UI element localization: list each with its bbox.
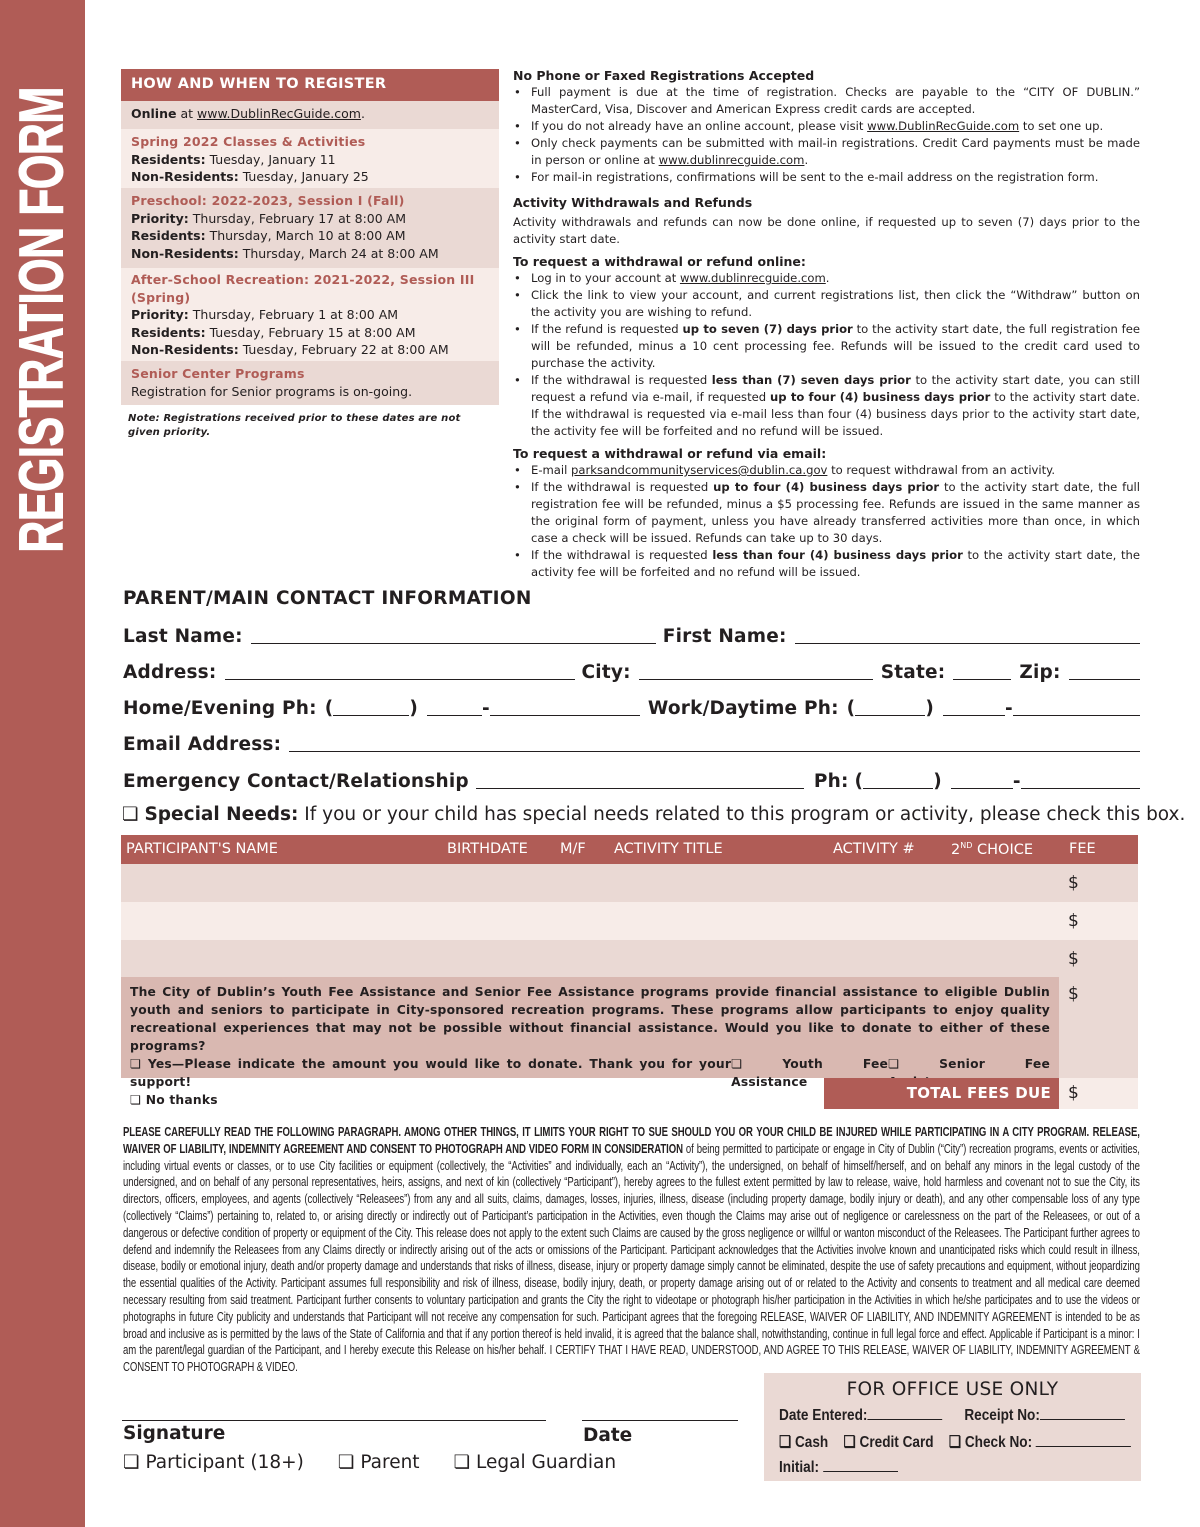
last-name-label: Last Name: <box>123 626 243 647</box>
col-activity-num: ACTIVITY # <box>833 841 915 857</box>
payment-info <box>513 67 1140 581</box>
signature-label: Signature <box>123 1423 226 1444</box>
participant-table <box>121 835 1138 1107</box>
signer-type-options <box>123 1452 616 1473</box>
donation-text: The City of Dublin’s Youth Fee Assistance and Senior Fee Assistance programs provide financial assistance to eligible Dublin youth and seniors to participate in City-sponsored recreation programs. These programs allow participants to enjoy quality recreational experiences that may not be possible without financial assistance. Would you like to donate to either of these programs? <box>130 985 1050 1053</box>
emergency-phone-label: Ph: <box>813 771 849 792</box>
total-fees-label: TOTAL FEES DUE <box>824 1078 1059 1109</box>
home-phone-line-field[interactable] <box>490 696 640 716</box>
first-name-label: First Name: <box>662 626 787 647</box>
email-refund-bullet: • E-mail parksandcommunityservices@dublin.ca.gov to request withdrawal from an activity. <box>531 462 1140 479</box>
account-link[interactable]: www.DublinRecGuide.com <box>867 119 1020 133</box>
office-title: FOR OFFICE USE ONLY <box>846 1379 1059 1400</box>
online-refund-bullet: • Log in to your account at www.dublinrecguide.com. <box>531 270 1140 287</box>
email-refund-heading: To request a withdrawal or refund via email: <box>513 446 827 461</box>
work-phone-area-field[interactable] <box>855 696 925 716</box>
office-row-1 <box>779 1406 1186 1425</box>
online-refund-bullet: • If the refund is requested up to seven (7) days prior to the activity start date, the full registration fee will be refunded, minus a 10 cent processing fee. Refunds will be issued to the credit card used to purchase the activity. <box>531 321 1140 372</box>
city-label: City: <box>581 662 631 683</box>
first-name-field[interactable] <box>795 624 1140 644</box>
date-label: Date <box>583 1425 633 1446</box>
schedule-note: Note: Registrations received prior to these dates are not given priority. <box>128 413 461 438</box>
home-phone-area-field[interactable] <box>333 696 409 716</box>
payment-link[interactable]: www.dublinrecguide.com <box>658 153 805 167</box>
emergency-phone-area-field[interactable] <box>863 769 933 789</box>
total-fees-cell[interactable] <box>1059 1078 1138 1109</box>
emergency-field[interactable] <box>476 769 804 789</box>
no-thanks-option[interactable]: ❏ No thanks <box>130 1093 218 1107</box>
emergency-phone-line-field[interactable] <box>1021 769 1140 789</box>
zip-field[interactable] <box>1069 660 1140 680</box>
col-activity-title: ACTIVITY TITLE <box>614 841 723 857</box>
address-row <box>123 656 1140 686</box>
col-mf: M/F <box>560 841 586 857</box>
liability-waiver: PLEASE CAREFULLY READ THE FOLLOWING PARAGRAPH. AMONG OTHER THINGS, IT LIMITS YOUR RIGHT TO SUE SHOULD YOU OR YOUR CHILD BE INJURED WHILE PARTICIPATING IN A CITY PROGRAM. RELEASE, WAIVER OF LIABILITY, INDEMNITY AGREEMENT AND CONSENT TO PHOTOGRAPH AND VIDEO FORM IN CONSIDERATION of being permitted to participate or engage in City of Dublin (“City”) recreation programs, events or activities, including virtual events or classes, or to use City facilities or equipment (collectively, the “Activities” and individually, each an “Activity”), the undersigned, on behalf of himself/herself, and on behalf any minors in the legal custody of the undersigned, and on behalf of any personal representatives, heirs, assigns, and next of kin (collectively “Participant”), hereby agrees to the fullest extent permitted by law to release, waive, hold harmless and covenant not to sue the City, its directors, officers, employees, and agents (collectively “Releasees”) from any and all suits, claims, damages, losses, injuries, illness, disease (including property damage, bodily injury or death), and any other compensable loss of any type (collectively “Claims”) pertaining to, related to, or arising directly or indirectly out of Participant’s participation in the Activities, even though the Claims may arise out of negligence or carelessness on the part of the Releasees, or out of a dangerous or defective condition of property or equipment of the City. This release does not apply to the extent such Claims are caused by the gross negligence or willful or wanton misconduct of the Releasees. The Participant further agrees to defend and indemnify the Releasees from any Claims directly or indirectly arising out of the acts or omissions of the Participant. Participant acknowledges that the Activities involve known and unanticipated risks which could result in illness, disease, bodily or emotional injury, death and/or property damage and understands that risks of illness, disease, injury or property damage simply cannot be eliminated, despite the use of safety precautions and equipment, without jeopardizing the essential qualities of the Activity. Participant assumes full responsibility and risk of illness, disease, bodily injury, death, or property damage arising out of or related to the Activity and consents to treatment and all medical care deemed necessary resulting from said treatment. Participant further consents to voluntary participation and grants the City the right to videotape or photograph his/her participation in the Activities in which he/she participates and to use the videos or photographs in future City publicity and understands that Participant will not receive any compensation for such. Participant agrees that the foregoing RELEASE, WAIVER OF LIABILITY, AND INDEMNITY AGREEMENT is intended to be as broad and inclusive as is permitted by the laws of the State of California and that if any portion thereof is held invalid, it is agreed that the balance shall, notwithstanding, continue in full legal force and effect. Applicable if Participant is a minor: I am the parent/legal guardian of the Participant, and I hereby execute this Release on his/her behalf. I CERTIFY THAT I HAVE READ, UNDERSTOOD, AND AGREE TO THIS RELEASE, WAIVER OF LIABILITY, INDEMNITY AGREEMENT & CONSENT TO PHOTOGRAPH & VIDEO. <box>123 1125 1140 1375</box>
schedule-header: HOW AND WHEN TO REGISTER <box>121 69 499 101</box>
table-header <box>121 835 1138 864</box>
payment-heading: No Phone or Faxed Registrations Accepted <box>513 68 815 83</box>
payment-bullet: • Only check payments can be submitted with mail-in registrations. Credit Card payments must be made in person or online at www.dublinrecguide.com. <box>531 135 1140 169</box>
check-no-field[interactable] <box>1036 1433 1131 1447</box>
date-entered-field[interactable] <box>867 1406 942 1420</box>
emergency-label: Emergency Contact/Relationship <box>123 771 469 792</box>
senior-block: Senior Center Programs Registration for Senior programs is on-going. <box>121 361 499 405</box>
city-field[interactable] <box>639 660 873 680</box>
work-phone-label: Work/Daytime Ph: <box>647 698 839 719</box>
online-link[interactable]: www.DublinRecGuide.com <box>197 106 361 121</box>
online-refund-bullet: • Click the link to view your account, and current registrations list, then click the “Withdraw” button on the activity you are wishing to refund. <box>531 287 1140 321</box>
special-needs-checkbox[interactable]: ❏ <box>122 804 139 825</box>
cash-checkbox[interactable]: ❏ Cash <box>779 1434 829 1451</box>
donate-yes-option[interactable]: ❏ Yes—Please indicate the amount you would like to donate. Thank you for your support! <box>130 1057 732 1089</box>
col-birthdate: BIRTHDATE <box>447 841 528 857</box>
emergency-phone-prefix-field[interactable] <box>951 769 1013 789</box>
signature-line[interactable] <box>122 1420 546 1421</box>
online-refund-bullet: • If the withdrawal is requested less than (7) seven days prior to the activity start date, you can still request a refund via e-mail, if requested up to four (4) business days prior to the activity start date. If the withdrawal is requested via e-mail less than four (4) business days prior to the activity start date, the activity fee will be forfeited and no refund will be issued. <box>531 372 1140 440</box>
last-name-field[interactable] <box>251 624 656 644</box>
name-row <box>123 620 1140 650</box>
email-refund-bullet: • If the withdrawal is requested less than four (4) business days prior to the activity start date, the activity fee will be forfeited and no refund will be issued. <box>531 547 1140 581</box>
table-row[interactable] <box>121 864 1138 902</box>
email-link[interactable]: parksandcommunityservices@dublin.ca.gov <box>571 463 828 477</box>
contact-title: PARENT/MAIN CONTACT INFORMATION <box>123 588 532 609</box>
emergency-row: Emergency Contact/Relationship Ph: ( ) - <box>123 765 1140 795</box>
initial-label: Initial: <box>779 1459 820 1476</box>
email-row <box>123 728 1140 758</box>
credit-card-checkbox[interactable]: ❏ Credit Card <box>843 1434 934 1451</box>
state-label: State: <box>880 662 946 683</box>
home-phone-label: Home/Evening Ph: <box>123 698 317 719</box>
spring-block: Spring 2022 Classes & Activities Residents: Tuesday, January 11 Non-Residents: Tuesday, January 25 <box>121 129 499 188</box>
email-refund-bullet: • If the withdrawal is requested up to four (4) business days prior to the activity start date, the full registration fee will be refunded, minus a $5 processing fee. Refunds are issued in the same manner as the original form of payment, unless you have already transferred activities more than once, in which case a check will be issued. Refunds can take up to 30 days. <box>531 479 1140 547</box>
email-field[interactable] <box>289 732 1140 752</box>
payment-bullet: • For mail-in registrations, confirmations will be sent to the e-mail address on the registration form. <box>531 169 1140 186</box>
withdraw-heading: Activity Withdrawals and Refunds <box>513 195 753 210</box>
payment-bullet: • Full payment is due at the time of registration. Checks are payable to the “CITY OF DUBLIN.” MasterCard, Visa, Discover and American Express credit cards are accepted. <box>531 84 1140 118</box>
col-fee: FEE <box>1069 841 1096 857</box>
check-no-checkbox[interactable]: ❏ Check No: <box>948 1434 1033 1451</box>
date-entered-label: Date Entered: <box>779 1407 868 1424</box>
sidebar-band <box>0 0 85 1527</box>
afterschool-block: After-School Recreation: 2021-2022, Session III (Spring) Priority: Thursday, February 1 at 8:00 AM Residents: Tuesday, February 15 at 8:00 AM Non-Residents: Tuesday, February 22 at 8:00 AM <box>121 268 499 361</box>
email-label: Email Address: <box>123 734 282 755</box>
fee-dollar: $ <box>1068 873 1079 893</box>
online-block: Online at www.DublinRecGuide.com. <box>121 101 499 129</box>
receipt-no-field[interactable] <box>1040 1406 1125 1420</box>
guardian-checkbox[interactable]: ❏ Legal Guardian <box>453 1452 617 1473</box>
fee-dollar: $ <box>1068 911 1079 931</box>
withdraw-text: Activity withdrawals and refunds can now be done online, if requested up to seven (7) days prior to the activity start date. <box>513 215 1140 246</box>
zip-label: Zip: <box>1019 662 1061 683</box>
col-name: PARTICIPANT'S NAME <box>126 841 278 857</box>
table-row[interactable] <box>121 940 1138 978</box>
participant-checkbox[interactable]: ❏ Participant (18+) <box>123 1452 304 1473</box>
home-phone-prefix-field[interactable] <box>427 696 482 716</box>
youth-assistance-option[interactable]: ❏ Youth Fee Assistance <box>731 1057 889 1089</box>
fee-dollar: $ <box>1068 984 1079 1004</box>
work-phone-prefix-field[interactable] <box>943 696 1005 716</box>
preschool-block: Preschool: 2022-2023, Session I (Fall) Priority: Thursday, February 17 at 8:00 AM Residents: Thursday, March 10 at 8:00 AM Non-Residents: Thursday, March 24 at 8:00 AM <box>121 188 499 268</box>
senior-assistance-option[interactable]: ❏ Senior Fee <box>888 1057 1050 1071</box>
online-refund-heading: To request a withdrawal or refund online: <box>513 254 806 269</box>
registration-schedule <box>121 69 499 440</box>
receipt-no-label: Receipt No: <box>964 1407 1040 1424</box>
login-link[interactable]: www.dublinrecguide.com <box>679 271 826 285</box>
donation-fee-cell[interactable] <box>1059 977 1138 1078</box>
special-needs: ❏ Special Needs: If you or your child has special needs related to this program or activity, please check this box. <box>122 804 1186 825</box>
state-field[interactable] <box>953 660 1011 680</box>
sidebar-title: REGISTRATION FORM <box>7 87 77 553</box>
initial-field[interactable] <box>823 1458 898 1472</box>
address-field[interactable] <box>225 660 575 680</box>
office-row-3 <box>779 1458 919 1477</box>
address-label: Address: <box>123 662 217 683</box>
office-row-2 <box>779 1432 1193 1452</box>
fee-dollar: $ <box>1068 949 1079 969</box>
phone-row: Home/Evening Ph: ( ) - Work/Daytime Ph: ( ) - <box>123 692 1140 722</box>
parent-checkbox[interactable]: ❏ Parent <box>337 1452 420 1473</box>
fee-dollar: $ <box>1068 1083 1079 1103</box>
work-phone-line-field[interactable] <box>1013 696 1140 716</box>
office-use-box <box>764 1373 1141 1481</box>
table-row[interactable] <box>121 902 1138 940</box>
date-line[interactable] <box>582 1420 738 1421</box>
col-second-choice: 2ND CHOICE <box>951 841 1034 858</box>
payment-bullet: • If you do not already have an online account, please visit www.DublinRecGuide.com to set one up. <box>531 118 1140 135</box>
